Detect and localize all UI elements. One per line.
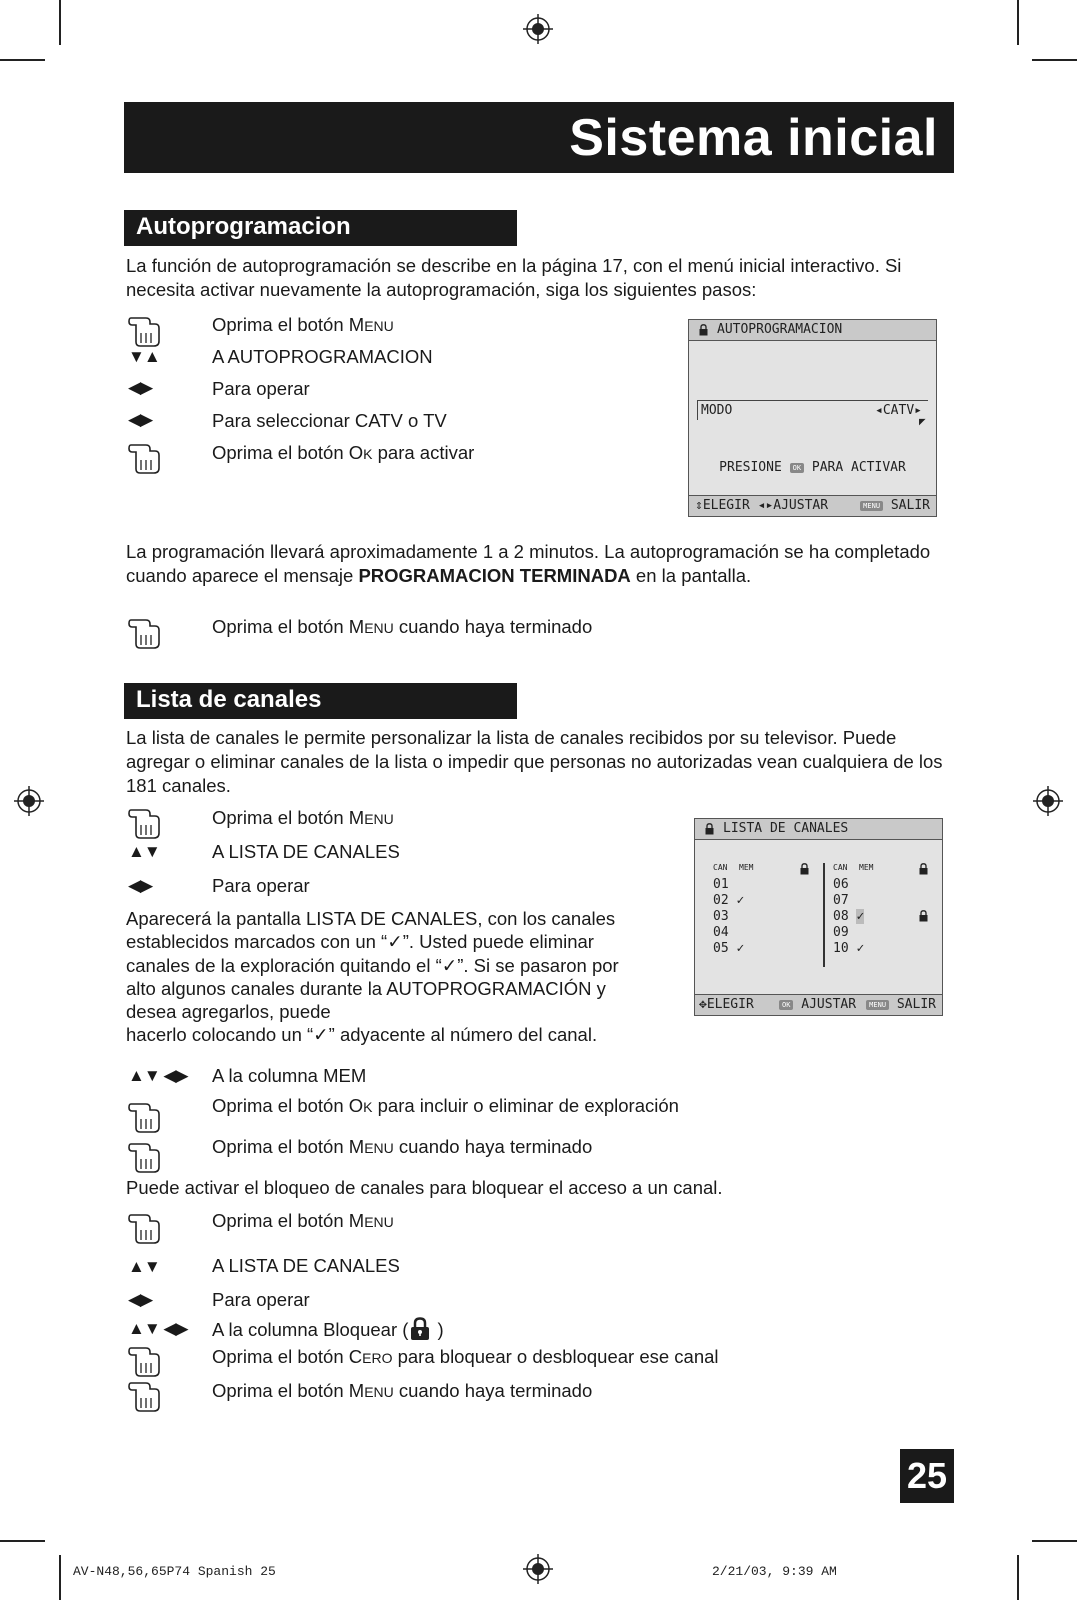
step-text: Oprima el botón MENU cuando haya terminado bbox=[212, 1380, 593, 1401]
screen-footer bbox=[689, 495, 936, 516]
exit-hint: MENU SALIR bbox=[860, 496, 930, 516]
autoprogram-screen bbox=[688, 319, 937, 517]
channel-row[interactable]: 09 bbox=[833, 925, 849, 940]
screen-header bbox=[695, 819, 942, 840]
page-title: Sistema inicial bbox=[569, 109, 938, 167]
step-text: Oprima el botón MENU cuando haya terminado bbox=[212, 1136, 593, 1157]
select-hint: ⇕ELEGIR ◂▸AJUSTAR bbox=[695, 498, 829, 513]
channel-row[interactable]: 02 ✓ bbox=[713, 893, 745, 908]
col-can-header: CAN bbox=[833, 863, 848, 872]
intro-paragraph: La función de autoprogramación se describe en la página 17, con el menú inicial interactivo. Si necesita activar nuevamente la autoprogramación, siga los siguientes pasos: bbox=[126, 255, 902, 300]
step-text: Para operar bbox=[212, 378, 310, 399]
section-heading: Autoprogramacion bbox=[136, 213, 351, 240]
step-text: A LISTA DE CANALES bbox=[212, 841, 400, 862]
arrow-updown-icon: ▼▲ bbox=[128, 347, 160, 366]
col-mem-header: MEM bbox=[859, 863, 874, 872]
arrow-updown-icon: ▲▼ bbox=[128, 842, 160, 861]
registration-mark-icon bbox=[1033, 786, 1063, 816]
footer-timestamp: 2/21/03, 9:39 AM bbox=[712, 1564, 837, 1579]
hand-icon bbox=[128, 1098, 164, 1134]
channel-column-left bbox=[713, 877, 744, 957]
crop-mark bbox=[0, 1540, 45, 1542]
cursor-icon: ◤ bbox=[919, 415, 926, 428]
channel-row[interactable]: 03 bbox=[713, 909, 729, 924]
selected-cell[interactable]: ✓ bbox=[856, 909, 865, 924]
arrow-leftright-icon: ◀▶ bbox=[128, 876, 153, 895]
page-header bbox=[124, 102, 954, 173]
column-divider bbox=[823, 863, 825, 967]
crop-mark bbox=[1017, 0, 1019, 45]
channel-row[interactable]: 01 bbox=[713, 877, 729, 892]
crop-mark bbox=[0, 59, 45, 61]
mode-label: MODO bbox=[701, 403, 733, 418]
screen-footer bbox=[695, 994, 942, 1015]
lock-column-icon bbox=[800, 863, 809, 875]
channel-list-explanation: Aparecerá la pantalla LISTA DE CANALES, con los canales establecidos marcados con un “✓”. Usted puede eliminar canales de la exploración quitando el “✓”. Si se pasaron por alto algunos canales durante la AUTOPROGRAMACIÓN y desea agregarlos, puede hacerlo colocando un “✓” adyacente al número del canal. bbox=[126, 908, 619, 1046]
hand-icon bbox=[128, 804, 164, 840]
crop-mark bbox=[1032, 59, 1077, 61]
step-text: Para operar bbox=[212, 1289, 310, 1310]
channel-locked-icon bbox=[919, 910, 928, 922]
step-text: Oprima el botón MENU cuando haya terminado bbox=[212, 616, 593, 637]
hand-icon bbox=[128, 439, 164, 475]
mode-row bbox=[697, 400, 928, 420]
hand-icon bbox=[128, 614, 164, 650]
step-text: Oprima el botón OK para activar bbox=[212, 442, 475, 463]
exit-hint: MENU SALIR bbox=[866, 995, 936, 1015]
lock-icon bbox=[705, 823, 714, 835]
crop-mark bbox=[59, 1555, 61, 1600]
arrow-updown-icon: ▲▼ bbox=[128, 1257, 160, 1276]
screen-title: LISTA DE CANALES bbox=[723, 821, 849, 836]
channel-row[interactable]: 05 ✓ bbox=[713, 941, 745, 956]
step-text: A la columna MEM bbox=[212, 1065, 367, 1086]
screen-title: AUTOPROGRAMACION bbox=[717, 322, 843, 337]
mode-value: ◂CATV▸ bbox=[875, 403, 922, 418]
press-instruction: PRESIONE OK PARA ACTIVAR bbox=[719, 460, 906, 475]
hand-icon bbox=[128, 1138, 164, 1174]
footer-file-info: AV-N48,56,65P74 Spanish 25 bbox=[73, 1564, 276, 1579]
channel-column-right bbox=[833, 877, 864, 957]
step-text: A LISTA DE CANALES bbox=[212, 1255, 400, 1276]
arrow-leftright-icon: ◀▶ bbox=[128, 1290, 153, 1309]
crop-mark bbox=[59, 0, 61, 45]
section-heading-bar bbox=[124, 210, 517, 246]
col-mem-header: MEM bbox=[739, 863, 754, 872]
section-heading-bar bbox=[124, 683, 517, 719]
arrow-leftright-icon: ◀▶ bbox=[128, 378, 153, 397]
hand-icon bbox=[128, 312, 164, 348]
step-text: Oprima el botón CERO para bloquear o desbloquear ese canal bbox=[212, 1346, 719, 1367]
step-text: Para seleccionar CATV o TV bbox=[212, 410, 447, 431]
step-text: Para operar bbox=[212, 875, 310, 896]
hand-icon bbox=[128, 1342, 164, 1378]
intro-paragraph: La lista de canales le permite personalizar la lista de canales recibidos por su televisor. Puede agregar o eliminar canales de la lista o impedir que personas no autorizadas vean cualquiera de los 181 canales. bbox=[126, 727, 943, 796]
step-text: Oprima el botón MENU bbox=[212, 1210, 394, 1231]
channel-row[interactable]: 08 ✓ bbox=[833, 909, 865, 924]
lock-paragraph: Puede activar el bloqueo de canales para bloquear el acceso a un canal. bbox=[126, 1177, 723, 1198]
hand-icon bbox=[128, 1377, 164, 1413]
step-text: A AUTOPROGRAMACION bbox=[212, 346, 433, 367]
step-text: Oprima el botón MENU bbox=[212, 314, 394, 335]
section-heading: Lista de canales bbox=[136, 686, 322, 713]
step-text: A la columna Bloquear ( ) bbox=[212, 1319, 444, 1340]
col-can-header: CAN bbox=[713, 863, 728, 872]
registration-mark-icon bbox=[523, 1554, 553, 1584]
arrow-leftright-icon: ◀▶ bbox=[128, 410, 153, 429]
step-text: Oprima el botón OK para incluir o eliminar de exploración bbox=[212, 1095, 679, 1116]
arrow-all-icon: ▲▼ ◀▶ bbox=[128, 1066, 188, 1085]
lock-icon bbox=[410, 1317, 430, 1341]
lock-column-icon bbox=[919, 863, 928, 875]
crop-mark bbox=[1032, 1540, 1077, 1542]
channel-row[interactable]: 04 bbox=[713, 925, 729, 940]
channel-row[interactable]: 10 ✓ bbox=[833, 941, 865, 956]
channel-row[interactable]: 07 bbox=[833, 893, 849, 908]
select-hint: ✥ELEGIR bbox=[699, 997, 754, 1012]
channel-list-screen bbox=[694, 818, 943, 1016]
lock-icon bbox=[699, 324, 708, 336]
adjust-hint: OK AJUSTAR bbox=[779, 995, 856, 1015]
screen-header bbox=[689, 320, 936, 341]
step-text: Oprima el botón MENU bbox=[212, 807, 394, 828]
completion-paragraph: La programación llevará aproximadamente 1 a 2 minutos. La autoprogramación se ha completado cuando aparece el mensaje PROGRAMACION TERMINADA en la pantalla. bbox=[126, 541, 931, 586]
arrow-all-icon: ▲▼ ◀▶ bbox=[128, 1319, 188, 1338]
page-number: 25 bbox=[900, 1449, 954, 1503]
hand-icon bbox=[128, 1209, 164, 1245]
channel-row[interactable]: 06 bbox=[833, 877, 849, 892]
registration-mark-icon bbox=[14, 786, 44, 816]
registration-mark-icon bbox=[523, 14, 553, 44]
crop-mark bbox=[1017, 1555, 1019, 1600]
